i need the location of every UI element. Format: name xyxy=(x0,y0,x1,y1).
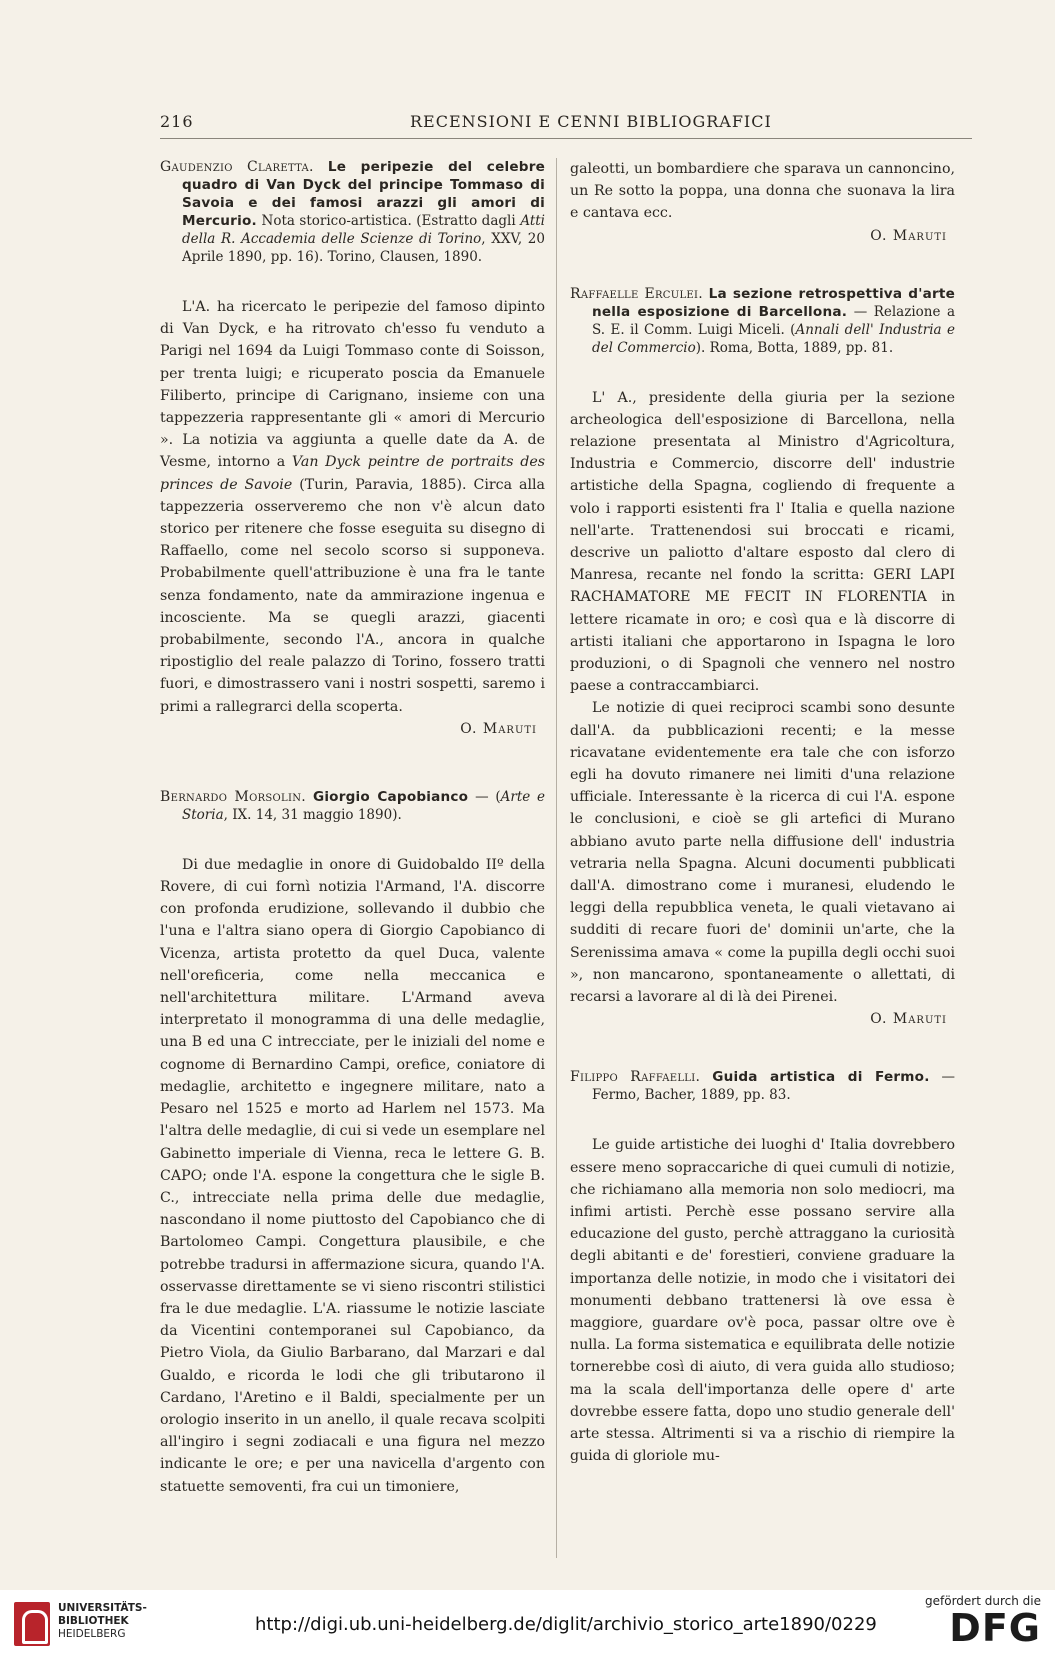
permalink-url[interactable]: http://digi.ub.uni-heidelberg.de/diglit/archivio_storico_arte1890/0229 xyxy=(255,1614,877,1635)
library-emblem-icon xyxy=(14,1602,50,1646)
review-heading-erculei: Raffaelle Erculei. La sezione retrospettiva d'arte nella esposizione di Barcellona. — Relazione a S. E. il Comm. Luigi Miceli. (Annali dell' Industria e del Commercio). Roma, Botta, 1889, pp. 81. xyxy=(570,285,955,356)
review-body-claretta: L'A. ha ricercato le peripezie del famoso dipinto di Van Dyck, e ha ritrovato ch'esso fu venduto a Parigi nel 1694 da Luigi Tommaso conte di Soisson, per trenta luigi; e ricuperato poscia da Emanuele Filiberto, principe di Carignano, insieme con una tappezzeria rappresentante gli « amori di Mercurio ». La notizia va aggiunta a quelle date da A. de Vesme, intorno a Van Dyck peintre de portraits des princes de Savoie (Turin, Paravia, 1885). Circa alla tappezzeria osserveremo che non v'è alcun dato storico per ritenere che fosse eseguita su disegno di Raffaello, come nel secolo scorso si supponeva. Probabilmente quell'attribuzione è una fra le tante senza fondamento, nate da ammirazione ingenua e incosciente. Ma se quegli arazzi, giacenti probabilmente, secondo l'A., ancora in qualche ripostiglio del reale palazzo di Torino, fossero tratti fuori, e dimostrassero vani i nostri sospetti, saremo i primi a rallegrarci della scoperta. xyxy=(160,299,546,715)
review-heading-raffaelli: Filippo Raffaelli. Guida artistica di Fermo. — Fermo, Bacher, 1889, pp. 83. xyxy=(570,1069,956,1104)
dfg-logo[interactable] xyxy=(891,1594,1041,1654)
review-body-morsolin: Di due medaglie in onore di Guidobaldo IIº della Rovere, di cui fornì notizia l'Armand, l'A. discorre con profonda erudizione, sollevando il dubbio che l'una e l'altra siano opera di Giorgio Capobianco di Vicenza, artista protetto da quel Duca, valente nell'oreficeria, come nella meccanica e nell'architettura militare. L'Armand aveva interpretato il monogramma di una delle medaglie, una B ed una C intrecciate, per le iniziali del nome e cognome di Bernardino Campi, orefice, coniatore di medaglie, architetto e ingegnere militare, nato a Pesaro nel 1525 e morto ad Harlem nel 1573. Ma l'altra delle medaglie, di cui si vede un esemplare nel Gabinetto imperiale di Vienna, reca le lettere G. B. CAPO; onde l'A. espone la congettura che le sigle B. C., intrecciate nella prima delle due medaglie, nascondano il nome piuttosto del Capobianco che di Bartolomeo Campi. Congettura plausibile, e che potrebbe tradursi in affermazione sicura, quando l'A. osservasse direttamente se vi sieno riscontri stilistici fra le due medaglie. L'A. riassume le notizie lasciate da Vicentini contemporanei sul Capobianco, da Pietro Viola, da Giulio Barbarano, dal Marzari e dal Gualdo, e ricorda le lodi che gli tributarono il Cardano, l'Aretino e il Baldi, specialmente per un orologio inserito in un anello, il quale recava scolpiti all'ingiro i segni zodiacali e una figura nel mezzo indicante le ore; e per una navicella d'argento con statuette semoventi, fra cui un timoniere, xyxy=(160,856,545,1495)
signature: O. Maruti xyxy=(460,720,537,737)
funded-by-label: gefördert durch die xyxy=(925,1594,1041,1608)
continued-text: galeotti, un bombardiere che sparava un cannoncino, un Re sotto la poppa, una donna che suonava la lira e cantava ecc. xyxy=(570,161,955,222)
dfg-wordmark: DFG xyxy=(949,1606,1041,1650)
right-column xyxy=(570,158,955,1467)
signature: O. Maruti xyxy=(870,1011,947,1028)
column-divider xyxy=(556,158,557,1558)
review-body-erculei-2: Le notizie di quei reciproci scambi sono desunte dall'A. da pubblicazioni recenti; e la messe ricavatane evidentemente era tale che con isforzo egli ha dovuto rimanere nei limiti d'una relazione ufficiale. Interessante è la ricerca di cui l'A. espone le conclusioni, e cioè se gli artefici di Murano abbiano avuto parte nella diffusione dell' industria vetraria nella Spagna. Alcuni documenti pubblicati dall'A. dimostrano come i muranesi, eludendo le leggi della repubblica veneta, le quali vietavano ai sudditi di recare fuori de' dominii un'arte, che la Serenissima amava « come la pupilla degli occhi suoi », non mancarono, spontaneamente o allettati, di recarsi a lavorare al di là dei Pirenei. xyxy=(570,700,955,1006)
header-rule xyxy=(160,138,972,139)
review-body-raffaelli: Le guide artistiche dei luoghi d' Italia dovrebbero essere meno sopraccariche di quei cumuli di notizie, che richiamano alla memoria non solo mediocri, ma infimi artisti. Perchè esse possano servire alla educazione del gusto, perchè attraggano la curiosità degli abitanti e de' forestieri, conviene graduare la importanza delle notizie, in modo che i visitatori dei monumenti debbano trattenersi là ove essa è maggiore, guardare ov'è poca, passar oltre ove è nulla. La forma sistematica e equilibrata delle notizie tornerebbe così di aiuto, di vera guida allo studioso; ma la scala dell'importanza delle opere d' arte dovrebbe essere fatta, dopo uno studio generale dell' arte stessa. Altrimenti si va a rischio di riempire la guida di gloriole mu- xyxy=(570,1137,955,1465)
review-heading-morsolin: Bernardo Morsolin. Giorgio Capobianco — (Arte e Storia, IX. 14, 31 maggio 1890). xyxy=(160,788,546,823)
university-library-logo[interactable]: UNIVERSITÄTS- BIBLIOTHEK HEIDELBERG xyxy=(14,1600,164,1650)
review-body-erculei-1: L' A., presidente della giuria per la sezione archeologica dell'esposizione di Barcellona, nella relazione presentata al Ministro d'Agricoltura, Industria e Commercio, discorre dell' industrie artistiche della Spagna, cogliendo di frequente a volo i rapporti esistenti fra l' Italia e quella nazione nell'arte. Trattenendosi sui broccati e ricami, descrive un paliotto d'altare esposto dal clero di Manresa, recante nel fondo la scritta: GERI LAPI RACHAMATORE ME FECIT IN FLORENTIA in lettere ricamate in oro; e così qua e là discorre di artisti italiani che apportarono in Ispagna le loro produzioni, o di Spagnoli che vennero nel nostro paese a contraccambiarci. xyxy=(570,389,955,695)
page-number: 216 xyxy=(160,112,194,131)
running-title: RECENSIONI E CENNI BIBLIOGRAFICI xyxy=(410,112,772,131)
review-heading-claretta: Gaudenzio Claretta. Le peripezie del celebre quadro di Van Dyck del principe Tommaso di Savoia e dei famosi arazzi gli amori di Mercurio. Nota storico-artistica. (Estratto dagli Atti della R. Accademia delle Scienze di Torino, XXV, 20 Aprile 1890, pp. 16). Torino, Clausen, 1890. xyxy=(160,159,546,265)
left-column xyxy=(160,158,545,1498)
signature: O. Maruti xyxy=(870,227,947,244)
digitization-footer xyxy=(0,1590,1055,1658)
